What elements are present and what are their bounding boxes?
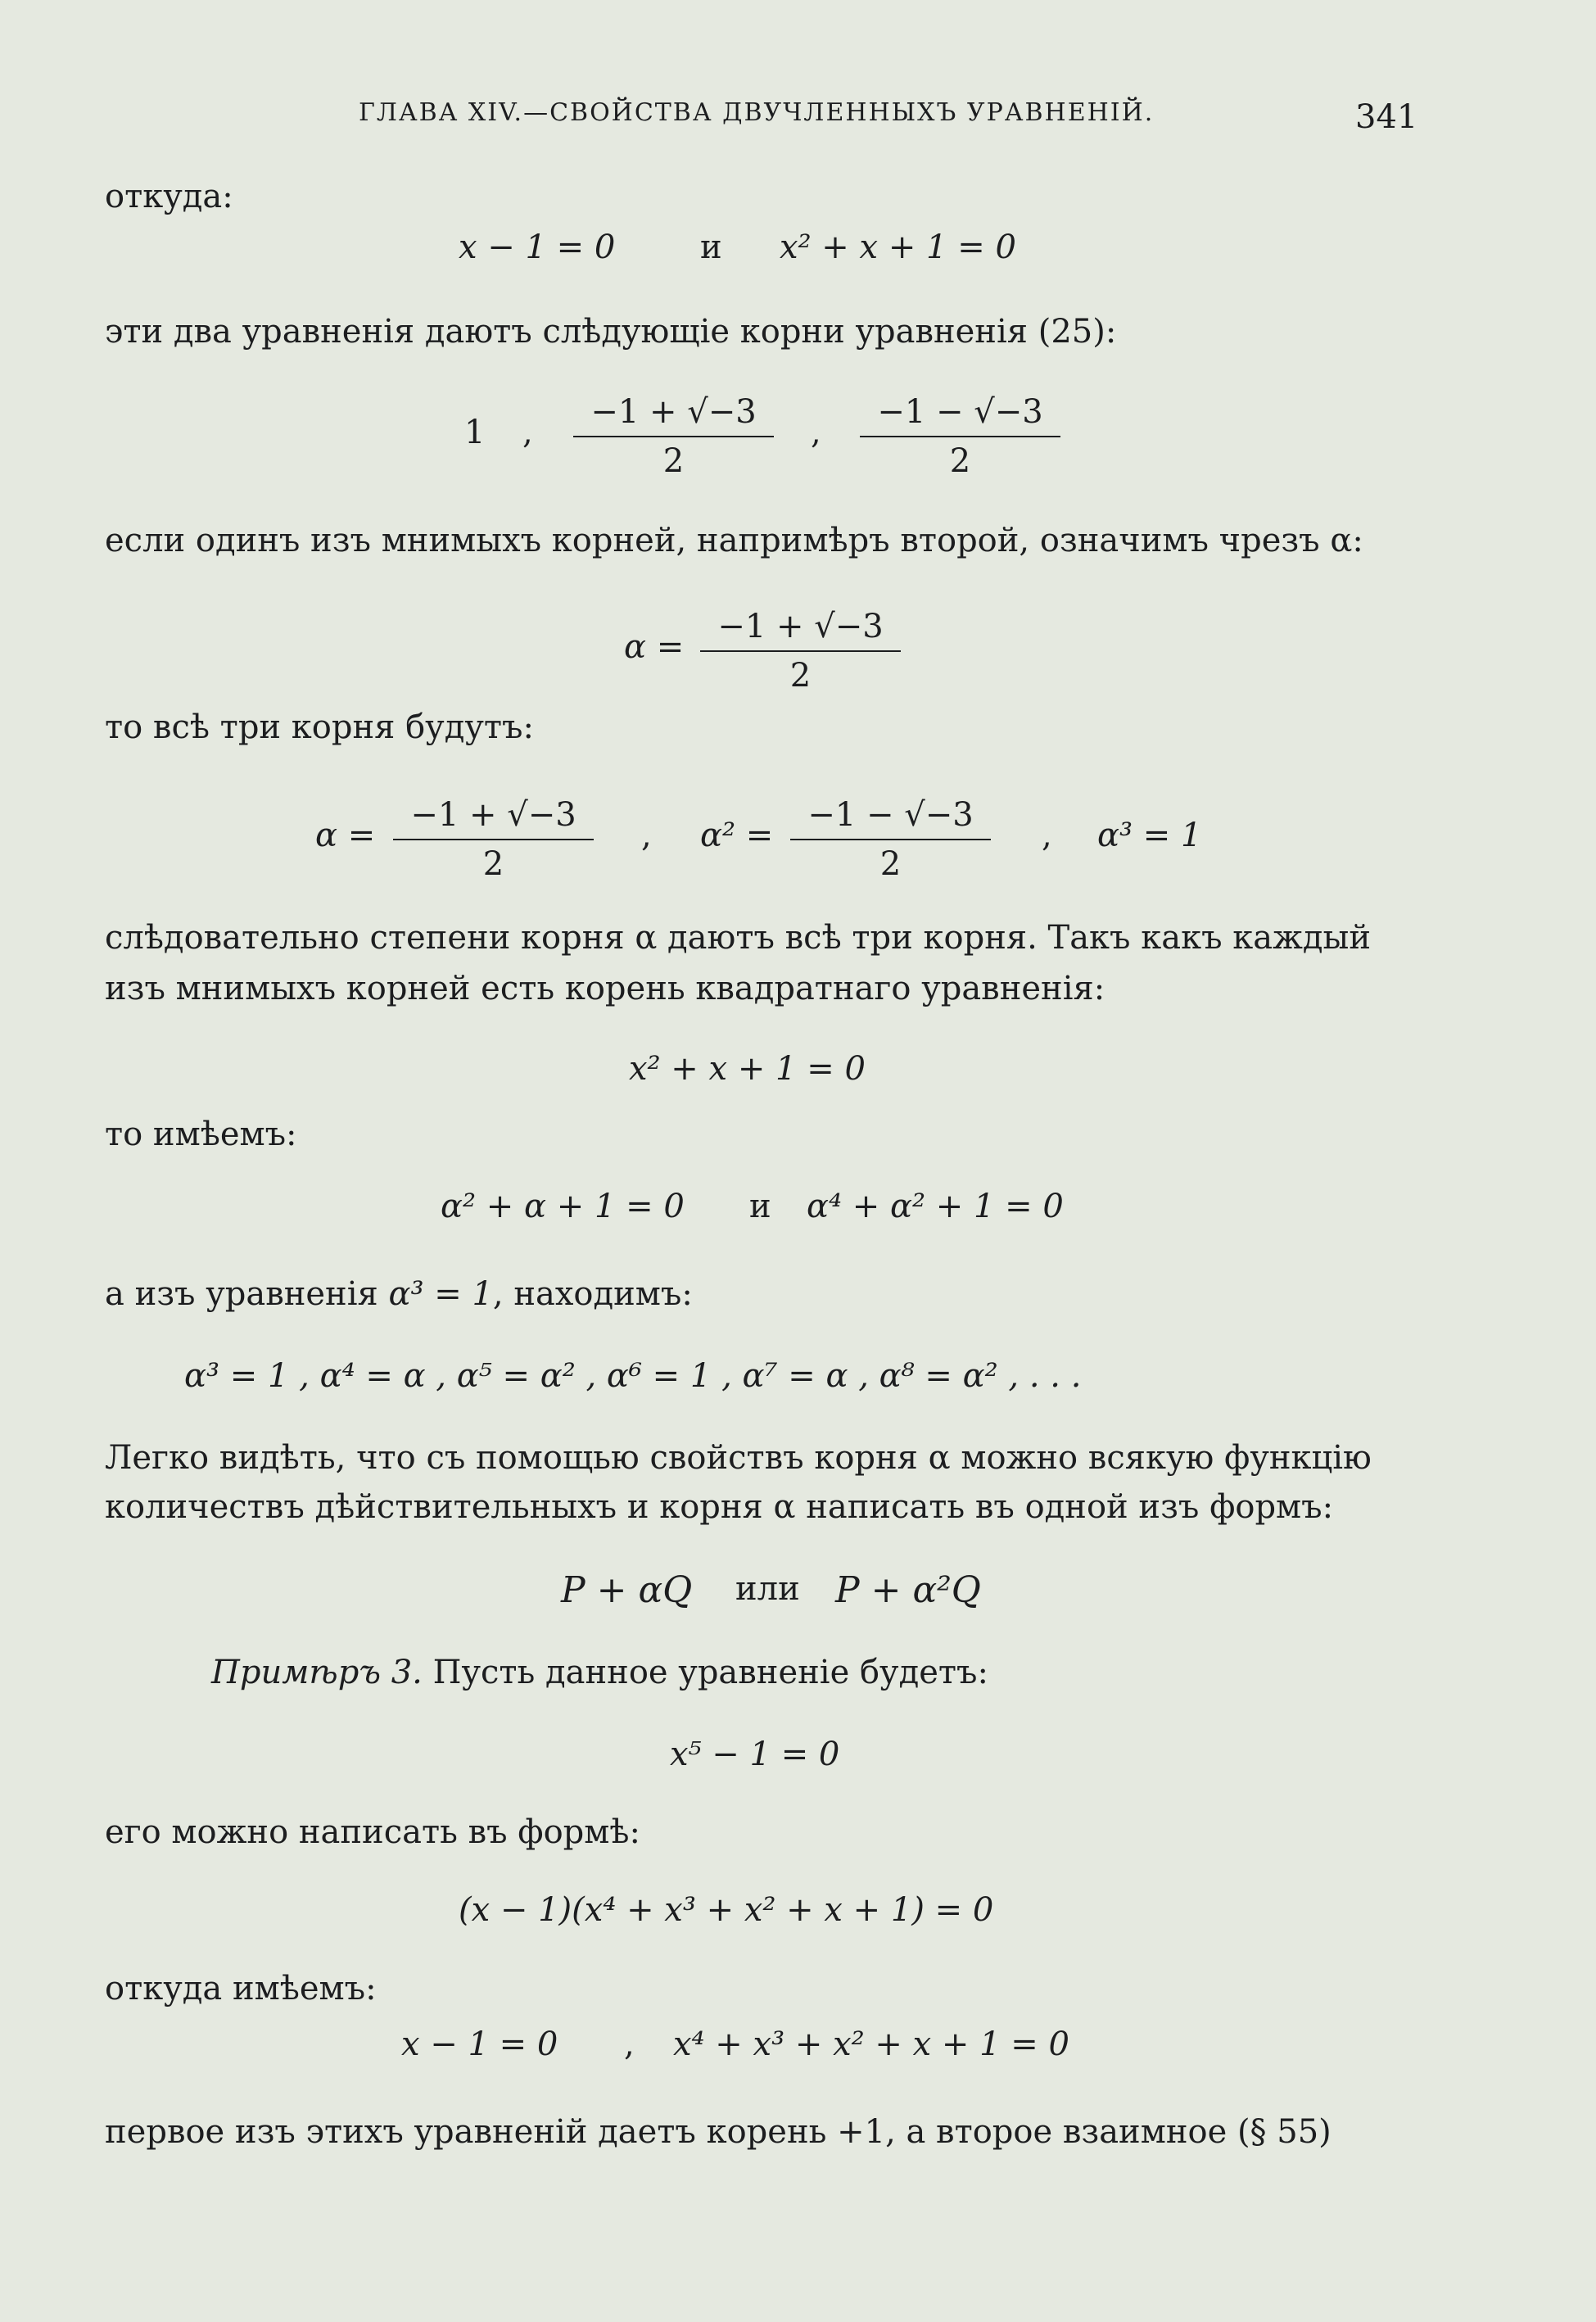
numerator: −1 + √−3 xyxy=(700,608,901,652)
fraction xyxy=(573,393,774,480)
conjunction: и xyxy=(749,1188,771,1225)
text-line: если одинъ изъ мнимыхъ корней, напримѣръ второй, означимъ чрезъ α: xyxy=(105,522,1363,559)
denominator: 2 xyxy=(949,442,971,480)
running-header: ГЛАВА XIV.—СВОЙСТВА ДВУЧЛЕННЫХЪ УРАВНЕНІЙ. xyxy=(359,98,1155,127)
conjunction: или xyxy=(735,1570,800,1608)
equation: x⁵ − 1 = 0 xyxy=(670,1736,840,1773)
text-fragment: а изъ уравненія xyxy=(105,1275,389,1313)
numerator: −1 + √−3 xyxy=(573,393,774,437)
fraction xyxy=(860,393,1060,480)
text-line xyxy=(211,1656,988,1689)
text-line: слѣдовательно степени корня α даютъ всѣ три корня. Такъ какъ каждый xyxy=(105,919,1371,957)
denominator: 2 xyxy=(879,845,902,883)
equation: x − 1 = 0 xyxy=(459,229,616,266)
text-fragment: , находимъ: xyxy=(492,1275,693,1313)
alpha-equals: α = xyxy=(624,628,685,666)
text-line: то всѣ три корня будутъ: xyxy=(105,708,534,746)
text-line: то имѣемъ: xyxy=(105,1116,297,1153)
denominator: 2 xyxy=(789,657,812,695)
text-line: количествъ дѣйствительныхъ и корня α написать въ одной изъ формъ: xyxy=(105,1488,1334,1526)
separator: , xyxy=(522,414,533,451)
equation: α⁴ + α² + 1 = 0 xyxy=(807,1188,1064,1225)
inline-math: α³ = 1 xyxy=(388,1275,493,1313)
text-line: эти два уравненія даютъ слѣдующіе корни уравненія (25): xyxy=(105,313,1117,351)
alpha-equals: α = xyxy=(315,817,376,854)
equation: (x − 1)(x⁴ + x³ + x² + x + 1) = 0 xyxy=(459,1891,994,1929)
equation: x² + x + 1 = 0 xyxy=(780,229,1016,266)
separator: , xyxy=(641,817,652,854)
numerator: −1 + √−3 xyxy=(393,796,594,840)
text-line: откуда: xyxy=(105,178,233,215)
text-line: его можно написать въ формѣ: xyxy=(105,1813,640,1851)
root-one: 1 xyxy=(464,414,486,451)
text-line: Легко видѣть, что съ помощью свойствъ корня α можно всякую функцію xyxy=(105,1439,1372,1477)
text-line: первое изъ этихъ уравненій даетъ корень +1, а второе взаимное (§ 55) xyxy=(105,2113,1332,2151)
text-line: изъ мнимыхъ корней есть корень квадратнаго уравненія: xyxy=(105,970,1105,1007)
separator: , xyxy=(624,2026,635,2063)
fraction xyxy=(700,608,901,695)
equation: P + αQ xyxy=(561,1569,693,1611)
equation: x² + x + 1 = 0 xyxy=(629,1050,866,1088)
equation: P + α²Q xyxy=(835,1569,981,1611)
denominator: 2 xyxy=(482,845,504,883)
example-label: Примѣръ 3. xyxy=(211,1654,423,1691)
text-line xyxy=(105,1275,693,1313)
equation: x − 1 = 0 xyxy=(401,2026,558,2063)
equation: α² + α + 1 = 0 xyxy=(441,1188,685,1225)
alpha3-equals: α³ = 1 xyxy=(1097,817,1202,854)
text-line: откуда имѣемъ: xyxy=(105,1970,377,2007)
fraction xyxy=(393,796,594,883)
separator: , xyxy=(811,414,821,451)
numerator: −1 − √−3 xyxy=(790,796,991,840)
alpha2-equals: α² = xyxy=(700,817,774,854)
equation: x⁴ + x³ + x² + x + 1 = 0 xyxy=(673,2026,1069,2063)
page-number: 341 xyxy=(1355,98,1418,136)
text-fragment: Пусть данное уравненіе будетъ: xyxy=(422,1654,988,1691)
denominator: 2 xyxy=(662,442,685,480)
fraction xyxy=(790,796,991,883)
separator: , xyxy=(1042,817,1052,854)
conjunction: и xyxy=(700,229,722,266)
numerator: −1 − √−3 xyxy=(860,393,1060,437)
powers-row: α³ = 1 , α⁴ = α , α⁵ = α² , α⁶ = 1 , α⁷ = α , α⁸ = α² , . . . xyxy=(184,1357,1082,1395)
